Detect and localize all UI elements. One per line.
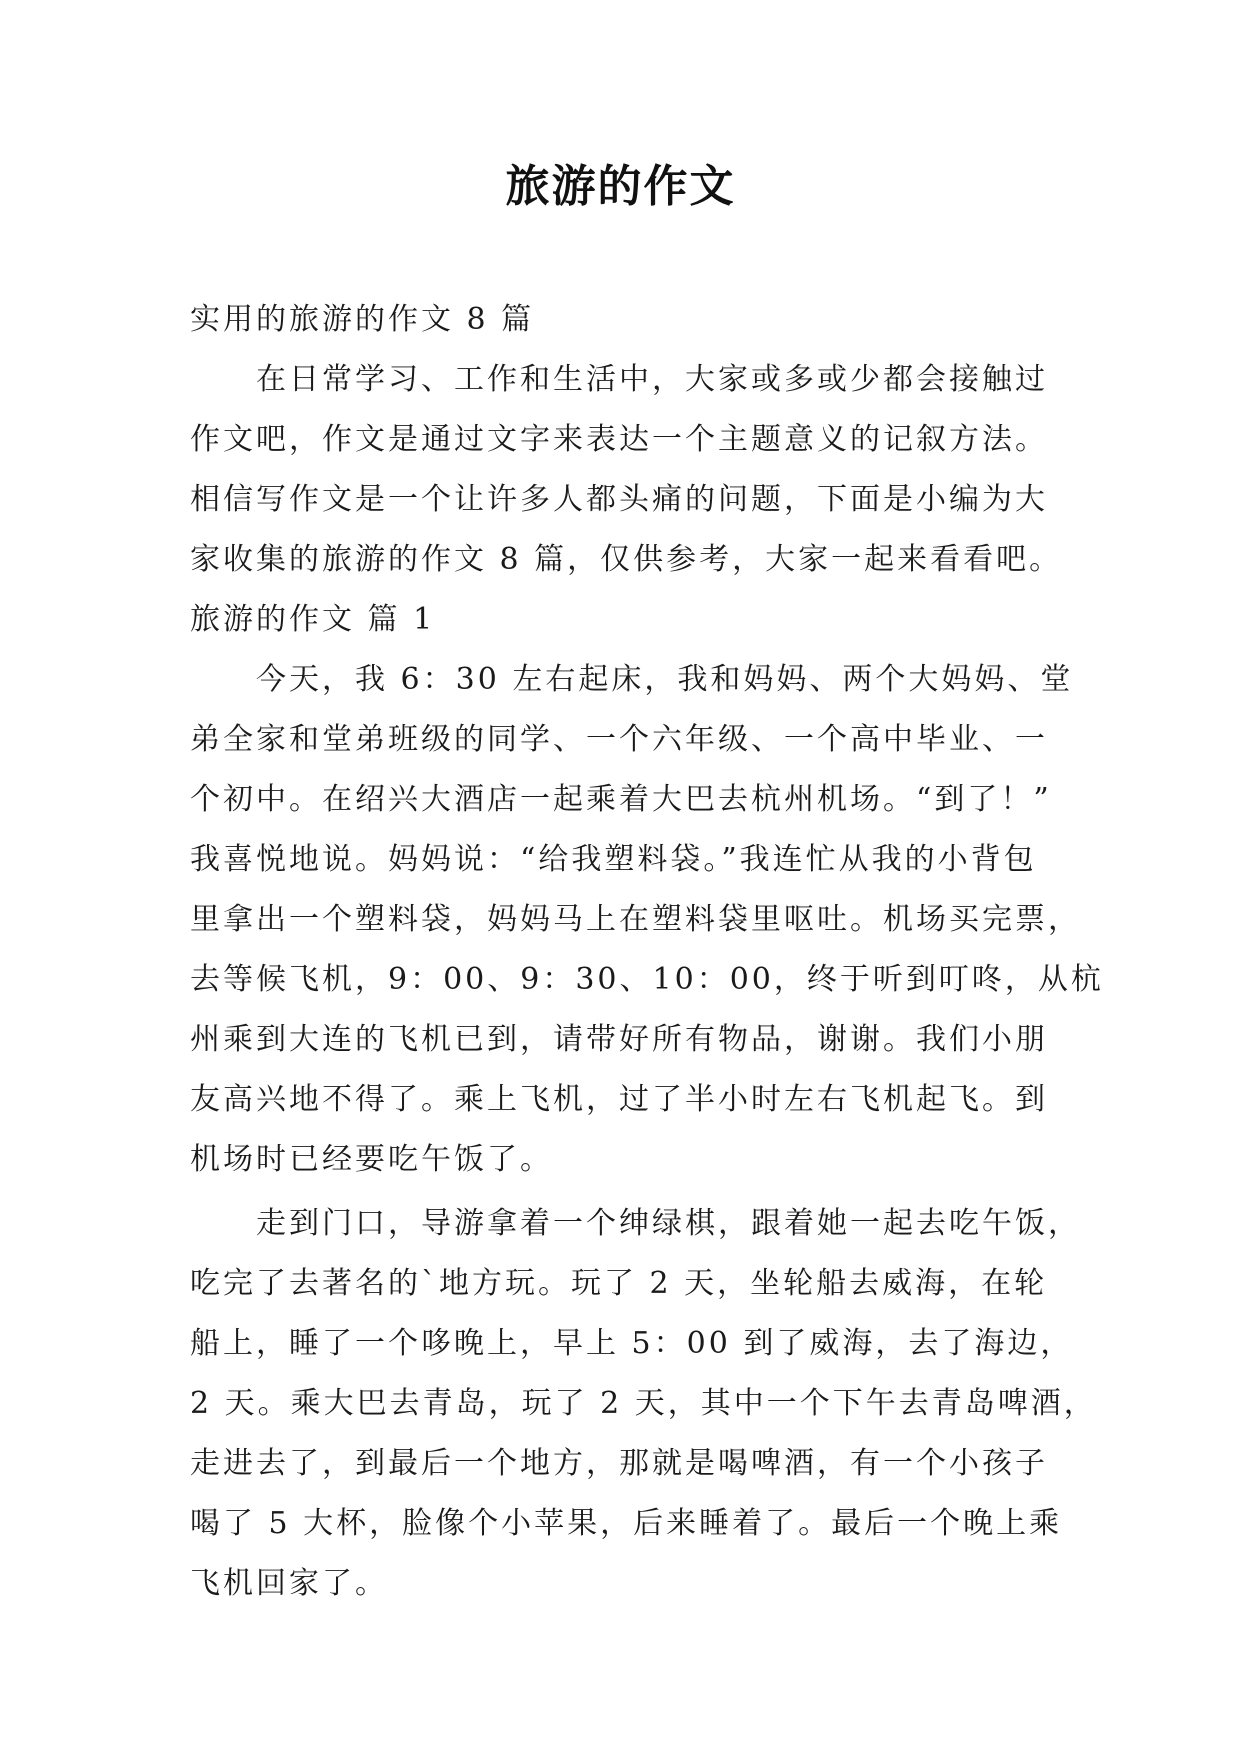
section-heading: 旅游的作文 篇 1 bbox=[190, 602, 436, 637]
intro-line: 在日常学习、工作和生活中，大家或多或少都会接触过 bbox=[256, 362, 1048, 397]
paragraph-2 bbox=[190, 1194, 1097, 1614]
intro-line: 相信写作文是一个让许多人都头痛的问题，下面是小编为大 bbox=[190, 482, 1048, 517]
paragraph-line: 里拿出一个塑料袋，妈妈马上在塑料袋里呕吐。机场买完票， bbox=[190, 902, 1081, 937]
paragraph-line: 走进去了，到最后一个地方，那就是喝啤酒，有一个小孩子 bbox=[190, 1446, 1048, 1481]
document-body bbox=[190, 290, 1104, 1614]
paragraph-line: 走到门口，导游拿着一个绅绿棋，跟着她一起去吃午饭， bbox=[256, 1206, 1081, 1241]
paragraph-1 bbox=[190, 650, 1104, 1190]
paragraph-line: 友高兴地不得了。乘上飞机，过了半小时左右飞机起飞。到 bbox=[190, 1082, 1048, 1117]
paragraph-line: 2 天。乘大巴去青岛，玩了 2 天，其中一个下午去青岛啤酒， bbox=[190, 1386, 1097, 1421]
document-subtitle: 实用的旅游的作文 8 篇 bbox=[190, 302, 535, 337]
paragraph-line: 我喜悦地说。妈妈说：“给我塑料袋。”我连忙从我的小背包 bbox=[190, 842, 1037, 877]
paragraph-line: 船上，睡了一个哆晚上，早上 5：00 到了威海，去了海边， bbox=[190, 1326, 1074, 1361]
paragraph-line: 机场时已经要吃午饭了。 bbox=[190, 1142, 553, 1177]
paragraph-line: 喝了 5 大杯，脸像个小苹果，后来睡着了。最后一个晚上乘 bbox=[190, 1506, 1063, 1541]
paragraph-line: 去等候飞机，9：00、9：30、10：00，终于听到叮咚，从杭 bbox=[190, 962, 1104, 997]
intro-line: 作文吧，作文是通过文字来表达一个主题意义的记叙方法。 bbox=[190, 422, 1048, 457]
intro-line: 家收集的旅游的作文 8 篇，仅供参考，大家一起来看看吧。 bbox=[190, 542, 1063, 577]
intro-paragraph bbox=[190, 350, 1063, 590]
paragraph-line: 飞机回家了。 bbox=[190, 1566, 388, 1601]
paragraph-line: 今天，我 6：30 左右起床，我和妈妈、两个大妈妈、堂 bbox=[256, 662, 1074, 697]
paragraph-line: 州乘到大连的飞机已到，请带好所有物品，谢谢。我们小朋 bbox=[190, 1022, 1048, 1057]
paragraph-line: 弟全家和堂弟班级的同学、一个六年级、一个高中毕业、一 bbox=[190, 722, 1048, 757]
document-title: 旅游的作文 bbox=[505, 161, 736, 212]
paragraph-line: 个初中。在绍兴大酒店一起乘着大巴去杭州机场。“到了！” bbox=[190, 782, 1052, 817]
paragraph-line: 吃完了去著名的`地方玩。玩了 2 天，坐轮船去威海，在轮 bbox=[190, 1266, 1048, 1301]
